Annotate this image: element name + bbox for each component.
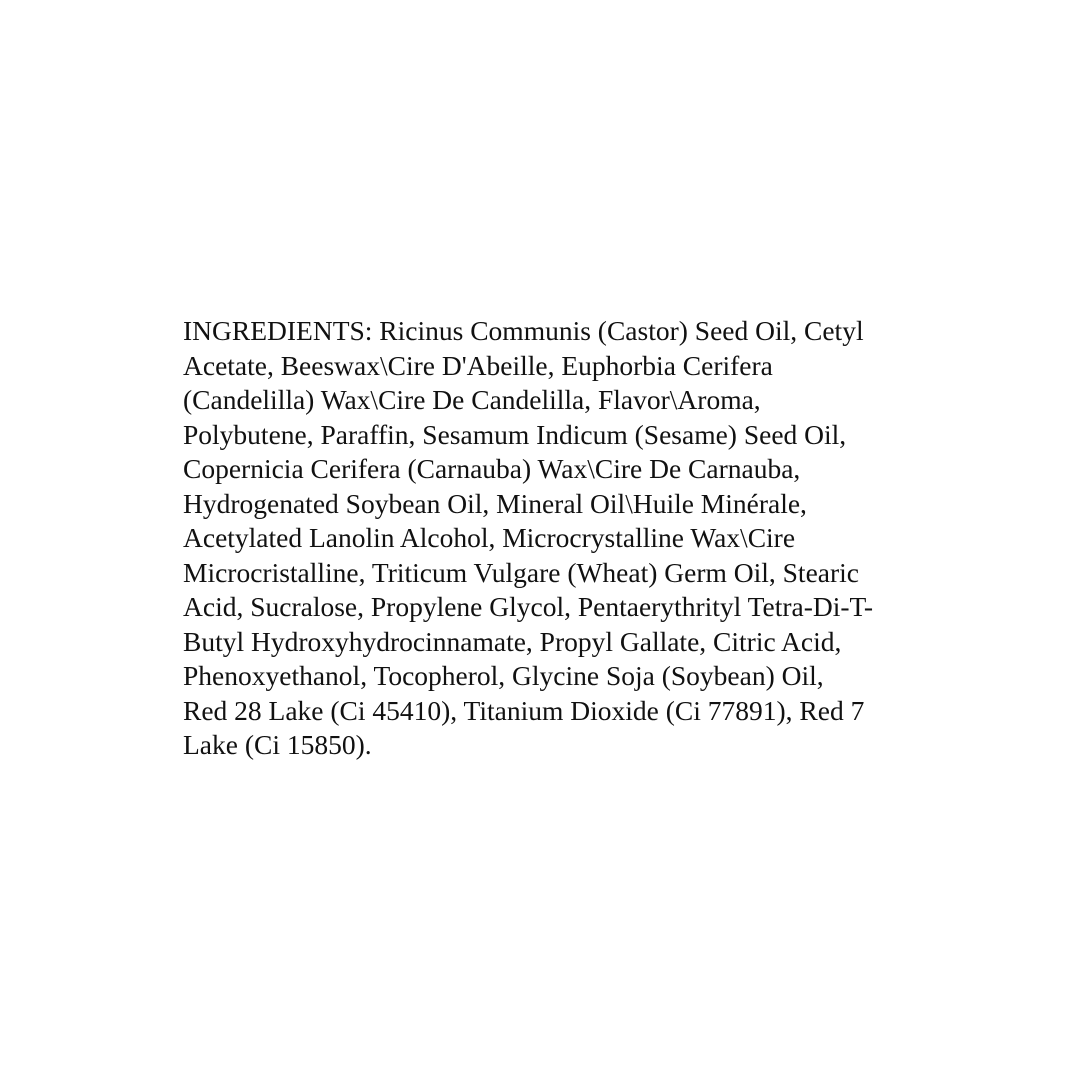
ingredients-line: Acetylated Lanolin Alcohol, Microcrystalline Wax\Cire — [183, 522, 796, 553]
ingredients-line: (Candelilla) Wax\Cire De Candelilla, Flavor\Aroma, — [183, 384, 761, 415]
ingredients-line: Red 28 Lake (Ci 45410), Titanium Dioxide (Ci 77891), Red 7 — [183, 694, 865, 726]
ingredients-list — [183, 314, 923, 763]
ingredients-line: Microcristalline, Triticum Vulgare (Wheat) Germ Oil, Stearic — [183, 556, 859, 588]
ingredients-line: Lake (Ci 15850). — [183, 729, 372, 760]
ingredients-line: Hydrogenated Soybean Oil, Mineral Oil\Huile Minérale, — [183, 487, 807, 519]
ingredients-line: Butyl Hydroxyhydrocinnamate, Propyl Gallate, Citric Acid, — [183, 625, 842, 657]
ingredients-line: Polybutene, Paraffin, Sesamum Indicum (Sesame) Seed Oil, — [183, 418, 847, 450]
ingredients-line: Acetate, Beeswax\Cire D'Abeille, Euphorbia Cerifera — [183, 349, 773, 381]
ingredients-line: Acid, Sucralose, Propylene Glycol, Pentaerythrityl Tetra-Di-T- — [183, 591, 873, 622]
ingredients-line: Copernicia Cerifera (Carnauba) Wax\Cire De Carnauba, — [183, 453, 801, 484]
ingredients-line: Phenoxyethanol, Tocopherol, Glycine Soja (Soybean) Oil, — [183, 660, 824, 691]
ingredients-line: INGREDIENTS: Ricinus Communis (Castor) Seed Oil, Cetyl — [183, 315, 864, 346]
